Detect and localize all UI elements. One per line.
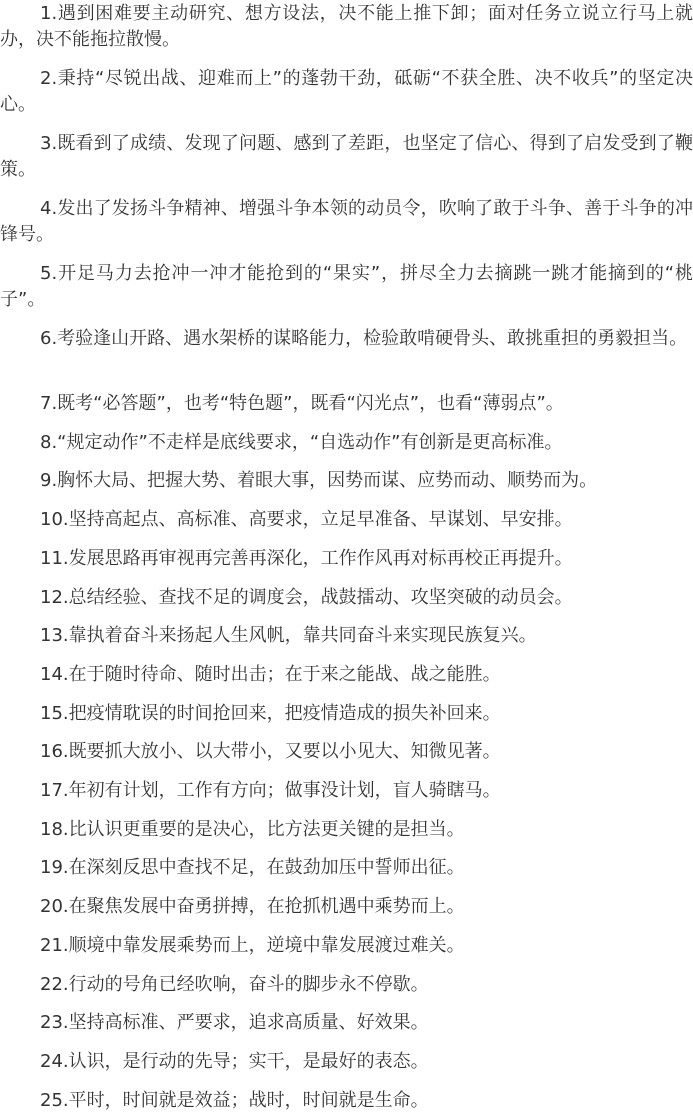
paragraph-10: 10.坚持高起点、高标准、高要求，立足早准备、早谋划、早安排。 <box>40 509 573 531</box>
paragraph-14: 14.在于随时待命、随时出击；在于来之能战、战之能胜。 <box>40 663 501 685</box>
paragraph-3: 3.既看到了成绩、发现了问题、感到了差距，也坚定了信心、得到了启发受到了鞭策。 <box>0 133 693 180</box>
paragraph-9: 9.胸怀大局、把握大势、着眼大事，因势而谋、应势而动、顺势而为。 <box>40 470 598 492</box>
paragraph-6: 6.考验逢山开路、遇水架桥的谋略能力，检验敢啃硬骨头、敢挑重担的勇毅担当。 <box>40 328 688 349</box>
paragraph-22: 22.行动的号角已经吹响，奋斗的脚步永不停歇。 <box>40 973 429 995</box>
paragraph-1: 1.遇到困难要主动研究、想方设法，决不能上推下卸；面对任务立说立行马上就办，决不能拖拉散慢。 <box>0 3 693 50</box>
paragraph-4: 4.发出了发扬斗争精神、增强斗争本领的动员令，吹响了敢于斗争、善于斗争的冲锋号。 <box>0 198 693 245</box>
paragraph-11: 11.发展思路再审视再完善再深化，工作作风再对标再校正再提升。 <box>40 547 573 569</box>
paragraph-2: 2.秉持“尽锐出战、迎难而上”的蓬勃干劲，砥砺“不获全胜、决不收兵”的坚定决心。 <box>0 68 693 115</box>
paragraph-25: 25.平时，时间就是效益；战时，时间就是生命。 <box>40 1089 429 1111</box>
paragraph-8: 8.“规定动作”不走样是底线要求，“自选动作”有创新是更高标准。 <box>40 431 563 453</box>
paragraph-12: 12.总结经验、查找不足的调度会，战鼓擂动、攻坚突破的动员会。 <box>40 586 573 608</box>
paragraph-13: 13.靠执着奋斗来扬起人生风帆，靠共同奋斗来实现民族复兴。 <box>40 625 537 647</box>
paragraph-23: 23.坚持高标准、严要求，追求高质量、好效果。 <box>40 1012 429 1034</box>
paragraph-24: 24.认识，是行动的先导；实干，是最好的表态。 <box>40 1050 429 1072</box>
paragraph-21: 21.顺境中靠发展乘势而上，逆境中靠发展渡过难关。 <box>40 934 465 956</box>
paragraph-20: 20.在聚焦发展中奋勇拼搏，在抢抓机遇中乘势而上。 <box>40 896 465 918</box>
paragraph-16: 16.既要抓大放小、以大带小，又要以小见大、知微见著。 <box>40 741 501 763</box>
paragraph-7: 7.既考“必答题”，也考“特色题”，既看“闪光点”，也看“薄弱点”。 <box>40 393 564 414</box>
paragraph-15: 15.把疫情耽误的时间抢回来，把疫情造成的损失补回来。 <box>40 702 501 724</box>
paragraph-19: 19.在深刻反思中查找不足，在鼓劲加压中誓师出征。 <box>40 857 465 879</box>
paragraph-18: 18.比认识更重要的是决心，比方法更关键的是担当。 <box>40 818 465 840</box>
paragraph-5: 5.开足马力去抢冲一冲才能抢到的“果实”，拼尽全力去摘跳一跳才能摘到的“桃子”。 <box>0 263 693 310</box>
paragraph-17: 17.年初有计划，工作有方向；做事没计划，盲人骑瞎马。 <box>40 780 501 801</box>
